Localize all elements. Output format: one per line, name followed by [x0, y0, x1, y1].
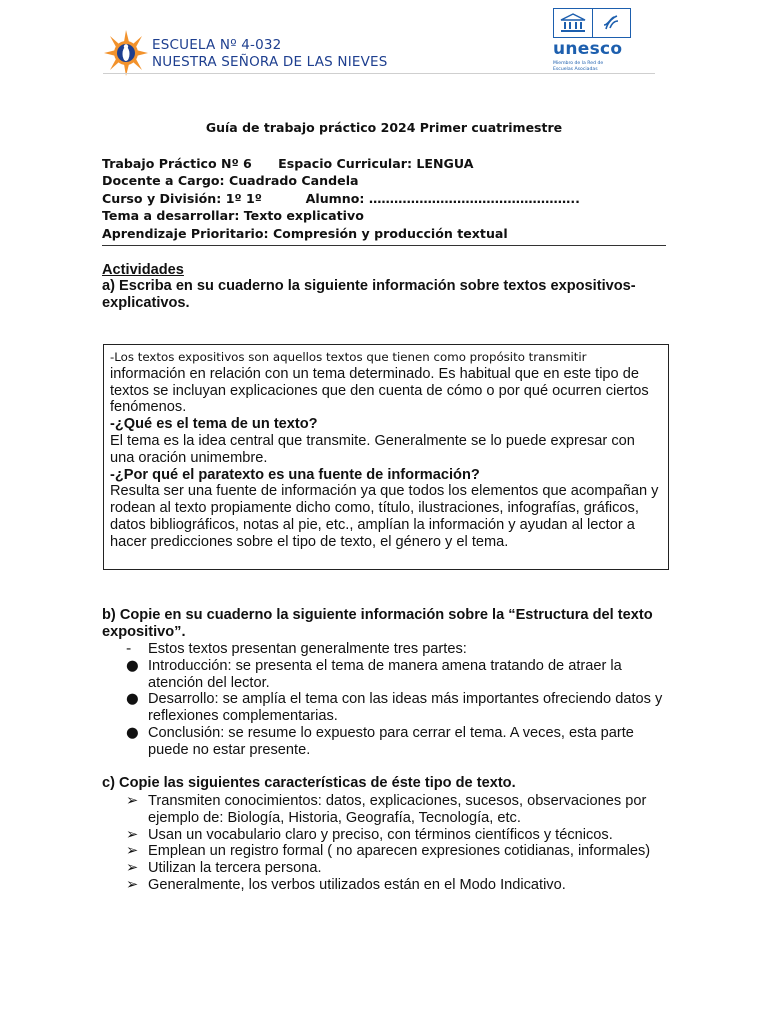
school-crest-icon [104, 30, 148, 76]
arrow-bullet-icon: ➢ [126, 842, 139, 860]
activity-a: a) Escriba en su cuaderno la siguiente información sobre textos expositivos-explicativos. [102, 278, 636, 311]
list-item [126, 793, 670, 827]
structure-list [126, 641, 670, 759]
document-title: Guía de trabajo práctico 2024 Primer cuatrimestre [205, 120, 563, 135]
list-item [126, 641, 670, 658]
list-item [126, 725, 670, 759]
unesco-logo [553, 8, 629, 72]
list-item-text: Introducción: se presenta el tema de manera amena tratando de atraer la atención del lector. [148, 657, 622, 691]
box-intro-text: información en relación con un tema determinado. Es habitual que en este tipo de textos se incluyan explicaciones que den cuenta de cómo o por qué ocurren ciertos fenómenos. [110, 365, 649, 416]
school-name [152, 37, 388, 71]
unesco-network-icon [592, 9, 631, 37]
school-name-line1: ESCUELA Nº 4-032 [152, 37, 282, 53]
list-marker: - [126, 640, 132, 657]
arrow-bullet-icon: ➢ [126, 792, 139, 809]
unesco-temple-icon [554, 9, 592, 37]
bullet-icon: ● [126, 690, 139, 708]
unesco-subtitle [553, 61, 629, 72]
list-item [126, 827, 670, 844]
activities-heading: Actividades [102, 262, 184, 278]
list-item [126, 658, 670, 692]
info-tema: Tema a desarrollar: Texto explicativo [102, 208, 364, 223]
arrow-bullet-icon: ➢ [126, 825, 139, 843]
header-divider [103, 73, 655, 74]
characteristics-list [126, 793, 670, 894]
box-answer-1: El tema es la idea central que transmite. Generalmente se lo puede expresar con una oración unimembre. [110, 432, 635, 466]
school-name-line2: NUESTRA SEÑORA DE LAS NIEVES [152, 54, 388, 70]
activity-b: b) Copie en su cuaderno la siguiente información sobre la “Estructura del texto expositivo”. [102, 607, 653, 640]
list-item-text: Desarrollo: se amplía el tema con las ideas más importantes ofreciendo datos y reflexiones complementarias. [148, 691, 663, 725]
info-docente: Docente a Cargo: Cuadrado Candela [102, 173, 359, 188]
unesco-subtitle-line1: Miembro de la Red de [553, 61, 604, 66]
box-question-1: -¿Qué es el tema de un texto? [110, 416, 318, 433]
box-question-2: -¿Por qué el paratexto es una fuente de información? [110, 466, 480, 483]
unesco-wordmark: unesco [553, 39, 623, 59]
list-item [126, 860, 670, 877]
info-practico: Trabajo Práctico Nº 6 Espacio Curricular: LENGUA [102, 156, 474, 171]
activity-c: c) Copie las siguientes características de éste tipo de texto. [102, 775, 516, 791]
list-item-text: Conclusión: se resume lo expuesto para cerrar el tema. A veces, esta parte puede no estar presente. [148, 724, 634, 758]
list-item-text: Usan un vocabulario claro y preciso, con términos científicos y técnicos. [148, 826, 613, 843]
info-aprendizaje: Aprendizaje Prioritario: Compresión y producción textual [102, 226, 508, 241]
info-divider [102, 245, 666, 246]
list-item-text: Generalmente, los verbos utilizados están en el Modo Indicativo. [148, 876, 566, 893]
arrow-bullet-icon: ➢ [126, 875, 139, 893]
unesco-emblem [553, 8, 631, 38]
list-item-text: Estos textos presentan generalmente tres partes: [148, 641, 467, 657]
info-box [103, 344, 669, 570]
bullet-icon: ● [126, 656, 139, 674]
list-item-text: Emplean un registro formal ( no aparecen expresiones cotidianas, informales) [148, 843, 651, 860]
list-item-text: Transmiten conocimientos: datos, explicaciones, sucesos, observaciones por ejemplo de: Biología, Historia, Geografía, Tecnología, etc. [148, 793, 647, 826]
list-item-text: Utilizan la tercera persona. [148, 860, 322, 877]
arrow-bullet-icon: ➢ [126, 859, 139, 877]
info-curso: Curso y División: 1º 1º Alumno: ………………………………………….. [102, 191, 580, 206]
list-item [126, 843, 670, 860]
unesco-subtitle-line2: Escuelas Asociadas [553, 66, 598, 72]
list-item [126, 691, 670, 725]
bullet-icon: ● [126, 723, 139, 741]
box-answer-2: Resulta ser una fuente de información ya que todos los elementos que acompañan y rodean al texto propiamente dicho como, título, ilustraciones, infografías, gráficos, datos bibliográficos, notas al pie, etc., amplían la información y ayudan al lector a hacer predicciones sobre el tipo de texto, el género y el tema. [110, 483, 659, 550]
box-intro-small: -Los textos expositivos son aquellos textos que tienen como propósito transmitir [110, 350, 587, 364]
list-item [126, 877, 670, 894]
